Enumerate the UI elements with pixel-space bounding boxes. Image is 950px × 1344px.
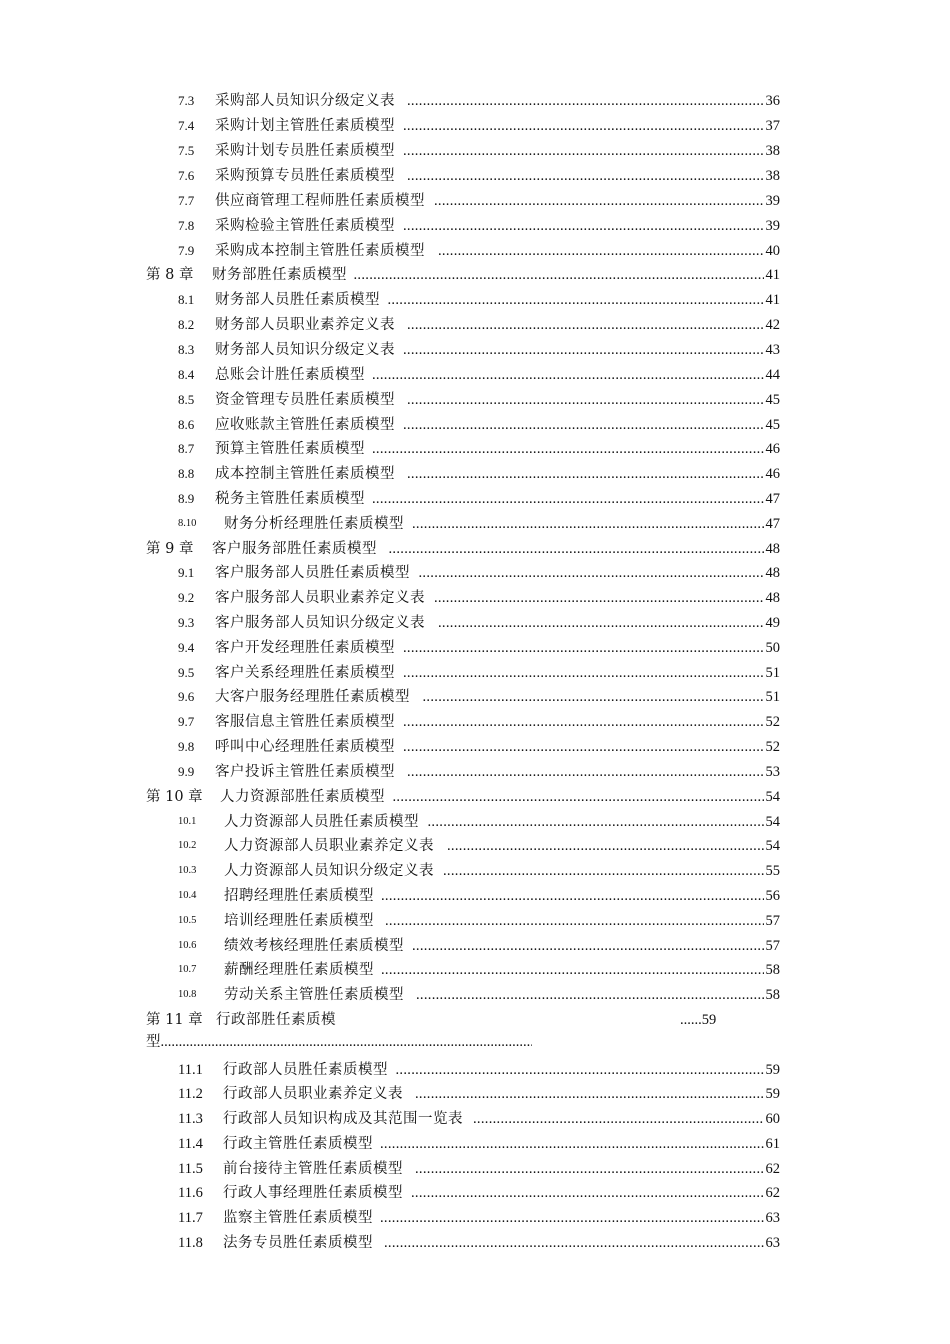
dot-leader (423, 687, 765, 707)
entry-title: 采购成本控制主管胜任素质模型 (215, 243, 425, 259)
toc-entry (178, 737, 780, 757)
dot-leader (403, 116, 764, 136)
entry-number: 第 8 章 (146, 267, 194, 283)
entry-number: 7.3 (178, 93, 195, 108)
toc-entry (178, 588, 780, 608)
entry-page-number: 53 (765, 764, 780, 780)
dot-leader (381, 886, 764, 906)
wrapped-title-text: 型 (146, 1034, 161, 1050)
dot-leader (447, 836, 764, 856)
dot-leader (438, 241, 764, 261)
toc-entry (178, 663, 780, 683)
dot-leader (389, 539, 765, 559)
entry-number: 第 10 章 (146, 789, 203, 805)
entry-page-number: 59 (765, 1062, 780, 1078)
entry-number: 7.4 (178, 118, 195, 133)
entry-title: 客户关系经理胜任素质模型 (215, 665, 395, 681)
toc-entry (178, 365, 780, 385)
entry-title: 财务部人员知识分级定义表 (215, 342, 395, 358)
entry-page-number: 41 (765, 267, 780, 283)
dot-leader (415, 1159, 764, 1179)
entry-page-number: 47 (765, 491, 780, 507)
dot-leader (403, 216, 764, 236)
toc-entry (178, 489, 780, 509)
toc-entry (178, 687, 780, 707)
entry-number: 10.8 (178, 989, 197, 1000)
entry-number: 8.7 (178, 441, 195, 456)
dot-leader (407, 464, 764, 484)
entry-title: 客户服务部人员职业素养定义表 (215, 590, 425, 606)
dot-leader (434, 588, 764, 608)
dot-leader (354, 265, 765, 285)
entry-title: 监察主管胜任素质模型 (223, 1210, 373, 1226)
dot-leader (411, 1183, 764, 1203)
entry-title: 应收账款主管胜任素质模型 (215, 417, 395, 433)
dot-leader (403, 712, 764, 732)
entry-page-number: 57 (765, 913, 780, 929)
dot-leader (380, 1208, 764, 1228)
dot-leader (393, 787, 765, 807)
entry-number: 10.2 (178, 840, 197, 851)
dot-leader (403, 638, 764, 658)
entry-page-number: 39 (765, 193, 780, 209)
entry-page-number: 54 (765, 789, 780, 805)
entry-title: 客户开发经理胜任素质模型 (215, 640, 395, 656)
dot-leader (407, 315, 764, 335)
toc-entry (178, 390, 780, 410)
entry-number: 8.1 (178, 292, 195, 307)
entry-number: 8.6 (178, 417, 195, 432)
toc-entry (178, 116, 780, 136)
entry-title: 行政主管胜任素质模型 (223, 1136, 373, 1152)
entry-number: 8.3 (178, 342, 195, 357)
dot-leader (443, 861, 764, 881)
entry-page-number: 62 (765, 1161, 780, 1177)
entry-number: 11.7 (178, 1210, 203, 1226)
chapter-entry (146, 787, 780, 807)
entry-number: 8.10 (178, 518, 197, 529)
entry-title: 法务专员胜任素质模型 (223, 1235, 373, 1251)
dot-leader (438, 613, 764, 633)
toc-entry (178, 166, 780, 186)
entry-page-number: 59 (765, 1086, 780, 1102)
dot-leader (407, 762, 764, 782)
entry-number: 10.7 (178, 964, 197, 975)
dot-leader (396, 1060, 765, 1080)
entry-number: 第 11 章 (146, 1012, 203, 1028)
dot-leader (473, 1109, 764, 1129)
entry-page-number: ......59 (680, 1012, 717, 1028)
chapter-entry (146, 539, 780, 559)
toc-entry (178, 514, 780, 534)
entry-title: 人力资源部胜任素质模型 (220, 789, 385, 805)
toc-entry (178, 911, 780, 931)
dot-leader (385, 911, 764, 931)
entry-title: 采购预算专员胜任素质模型 (215, 168, 395, 184)
entry-title: 行政部人员胜任素质模型 (223, 1062, 388, 1078)
entry-title: 采购计划主管胜任素质模型 (215, 118, 395, 134)
toc-entry (178, 415, 780, 435)
entry-page-number: 45 (765, 392, 780, 408)
dot-leader (412, 514, 764, 534)
entry-number: 8.9 (178, 491, 195, 506)
entry-page-number: 58 (765, 962, 780, 978)
entry-number: 7.5 (178, 143, 195, 158)
dot-leader (403, 663, 764, 683)
toc-entry (178, 290, 780, 310)
entry-title: 供应商管理工程师胜任素质模型 (215, 193, 425, 209)
entry-number: 9.6 (178, 689, 195, 704)
toc-entry (178, 936, 780, 956)
entry-page-number: 63 (765, 1210, 780, 1226)
entry-title: 人力资源部人员胜任素质模型 (224, 814, 419, 830)
entry-page-number: 58 (765, 987, 780, 1003)
entry-page-number: 36 (765, 93, 780, 109)
entry-number: 8.5 (178, 392, 195, 407)
dot-leader (415, 1084, 764, 1104)
dot-leader (419, 563, 765, 583)
entry-page-number: 47 (765, 516, 780, 532)
entry-number: 7.6 (178, 168, 195, 183)
dot-leader (412, 936, 764, 956)
toc-entry (178, 1060, 780, 1080)
entry-title: 采购计划专员胜任素质模型 (215, 143, 395, 159)
entry-number: 8.4 (178, 367, 195, 382)
entry-page-number: 61 (765, 1136, 780, 1152)
entry-number: 9.9 (178, 764, 195, 779)
dot-leader (428, 812, 765, 832)
entry-page-number: 49 (765, 615, 780, 631)
entry-page-number: 56 (765, 888, 780, 904)
chapter-entry (146, 265, 780, 285)
toc-entry (178, 836, 780, 856)
entry-number: 9.8 (178, 739, 195, 754)
entry-title: 税务主管胜任素质模型 (215, 491, 365, 507)
entry-title: 客户服务部人员知识分级定义表 (215, 615, 425, 631)
entry-page-number: 38 (765, 143, 780, 159)
entry-page-number: 38 (765, 168, 780, 184)
entry-page-number: 43 (765, 342, 780, 358)
entry-title: 成本控制主管胜任素质模型 (215, 466, 395, 482)
entry-number: 9.5 (178, 665, 195, 680)
entry-title: 采购部人员知识分级定义表 (215, 93, 395, 109)
entry-page-number: 45 (765, 417, 780, 433)
entry-number: 11.1 (178, 1062, 203, 1078)
entry-title: 劳动关系主管胜任素质模型 (224, 987, 404, 1003)
entry-page-number: 57 (765, 938, 780, 954)
entry-number: 8.8 (178, 466, 195, 481)
entry-page-number: 37 (765, 118, 780, 134)
entry-page-number: 54 (765, 838, 780, 854)
toc-entry (178, 613, 780, 633)
dot-leader (403, 340, 764, 360)
dot-leader (407, 166, 764, 186)
entry-number: 10.4 (178, 890, 197, 901)
dot-leader (372, 489, 764, 509)
entry-title: 客户服务部胜任素质模型 (212, 541, 377, 557)
dot-leader (403, 415, 764, 435)
entry-page-number: 42 (765, 317, 780, 333)
entry-number: 10.6 (178, 940, 197, 951)
entry-title: 薪酬经理胜任素质模型 (224, 962, 374, 978)
entry-number: 第 9 章 (146, 541, 194, 557)
entry-page-number: 48 (765, 590, 780, 606)
entry-number: 11.3 (178, 1111, 203, 1127)
entry-title: 绩效考核经理胜任素质模型 (224, 938, 404, 954)
entry-title: 前台接待主管胜任素质模型 (223, 1161, 403, 1177)
entry-page-number: 54 (765, 814, 780, 830)
entry-page-number: 63 (765, 1235, 780, 1251)
entry-number: 9.7 (178, 714, 195, 729)
dot-leader (372, 365, 764, 385)
entry-number: 11.6 (178, 1185, 203, 1201)
entry-number: 9.2 (178, 590, 195, 605)
toc-entry (178, 985, 780, 1005)
toc-entry (178, 1084, 780, 1104)
entry-number: 11.4 (178, 1136, 203, 1152)
toc-entry (178, 563, 780, 583)
toc-entry (178, 1159, 780, 1179)
entry-number: 7.7 (178, 193, 195, 208)
toc-entry (178, 141, 780, 161)
toc-entry (178, 861, 780, 881)
dot-leader (407, 390, 764, 410)
toc-entry (178, 340, 780, 360)
entry-page-number: 46 (765, 441, 780, 457)
toc-entry (178, 812, 780, 832)
toc-entry (178, 960, 780, 980)
toc-entry (178, 1233, 780, 1253)
toc-entry (178, 241, 780, 261)
entry-page-number: 44 (765, 367, 780, 383)
dot-leader (384, 1233, 764, 1253)
entry-number: 11.8 (178, 1235, 203, 1251)
toc-entry (178, 886, 780, 906)
entry-title: 呼叫中心经理胜任素质模型 (215, 739, 395, 755)
entry-page-number: 50 (765, 640, 780, 656)
entry-title: 行政人事经理胜任素质模型 (223, 1185, 403, 1201)
entry-title: 行政部胜任素质模 (216, 1012, 336, 1028)
dot-leader (416, 985, 764, 1005)
toc-entry (178, 191, 780, 211)
entry-page-number: 51 (765, 665, 780, 681)
dot-leader (403, 737, 764, 757)
dot-leader (380, 1134, 764, 1154)
entry-number: 11.2 (178, 1086, 203, 1102)
toc-entry (178, 439, 780, 459)
dot-leader (388, 290, 765, 310)
dot-leader (434, 191, 764, 211)
entry-number: 9.3 (178, 615, 195, 630)
toc-entry (178, 216, 780, 236)
entry-title: 总账会计胜任素质模型 (215, 367, 365, 383)
chapter-entry (146, 1010, 780, 1030)
entry-title: 行政部人员职业素养定义表 (223, 1086, 403, 1102)
entry-title: 客服信息主管胜任素质模型 (215, 714, 395, 730)
dot-leader (372, 439, 764, 459)
toc-entry (178, 1208, 780, 1228)
toc-entry (178, 1109, 780, 1129)
toc-entry (178, 1183, 780, 1203)
entry-number: 7.9 (178, 243, 195, 258)
entry-title: 招聘经理胜任素质模型 (224, 888, 374, 904)
entry-title: 人力资源部人员知识分级定义表 (224, 863, 434, 879)
entry-page-number: 46 (765, 466, 780, 482)
toc-entry (178, 1134, 780, 1154)
toc-entry (178, 464, 780, 484)
entry-title: 财务分析经理胜任素质模型 (224, 516, 404, 532)
entry-title: 预算主管胜任素质模型 (215, 441, 365, 457)
entry-number: 9.4 (178, 640, 195, 655)
entry-page-number: 41 (765, 292, 780, 308)
entry-title: 资金管理专员胜任素质模型 (215, 392, 395, 408)
entry-page-number: 40 (765, 243, 780, 259)
entry-page-number: 51 (765, 689, 780, 705)
entry-page-number: 48 (765, 565, 780, 581)
entry-page-number: 52 (765, 714, 780, 730)
dot-leader (381, 960, 764, 980)
entry-title: 财务部胜任素质模型 (212, 267, 347, 283)
entry-page-number: 48 (765, 541, 780, 557)
entry-title: 采购检验主管胜任素质模型 (215, 218, 395, 234)
entry-number: 7.8 (178, 218, 195, 233)
entry-page-number: 52 (765, 739, 780, 755)
entry-page-number: 60 (765, 1111, 780, 1127)
toc-entry (178, 91, 780, 111)
entry-title: 客户服务部人员胜任素质模型 (215, 565, 410, 581)
wrapped-title-continuation (146, 1032, 532, 1052)
entry-title: 行政部人员知识构成及其范围一览表 (223, 1111, 463, 1127)
entry-number: 10.5 (178, 915, 197, 926)
entry-number: 10.1 (178, 816, 197, 827)
entry-title: 大客户服务经理胜任素质模型 (215, 689, 410, 705)
dot-leader (403, 141, 764, 161)
entry-title: 客户投诉主管胜任素质模型 (215, 764, 395, 780)
toc-entry (178, 762, 780, 782)
dot-leader (407, 91, 764, 111)
entry-page-number: 39 (765, 218, 780, 234)
toc-entry (178, 712, 780, 732)
entry-number: 11.5 (178, 1161, 203, 1177)
toc-entry (178, 315, 780, 335)
entry-number: 9.1 (178, 565, 195, 580)
entry-title: 财务部人员职业素养定义表 (215, 317, 395, 333)
entry-title: 培训经理胜任素质模型 (224, 913, 374, 929)
entry-page-number: 62 (765, 1185, 780, 1201)
entry-title: 财务部人员胜任素质模型 (215, 292, 380, 308)
entry-number: 10.3 (178, 865, 197, 876)
entry-title: 人力资源部人员职业素养定义表 (224, 838, 434, 854)
toc-entry (178, 638, 780, 658)
entry-number: 8.2 (178, 317, 195, 332)
entry-page-number: 55 (765, 863, 780, 879)
